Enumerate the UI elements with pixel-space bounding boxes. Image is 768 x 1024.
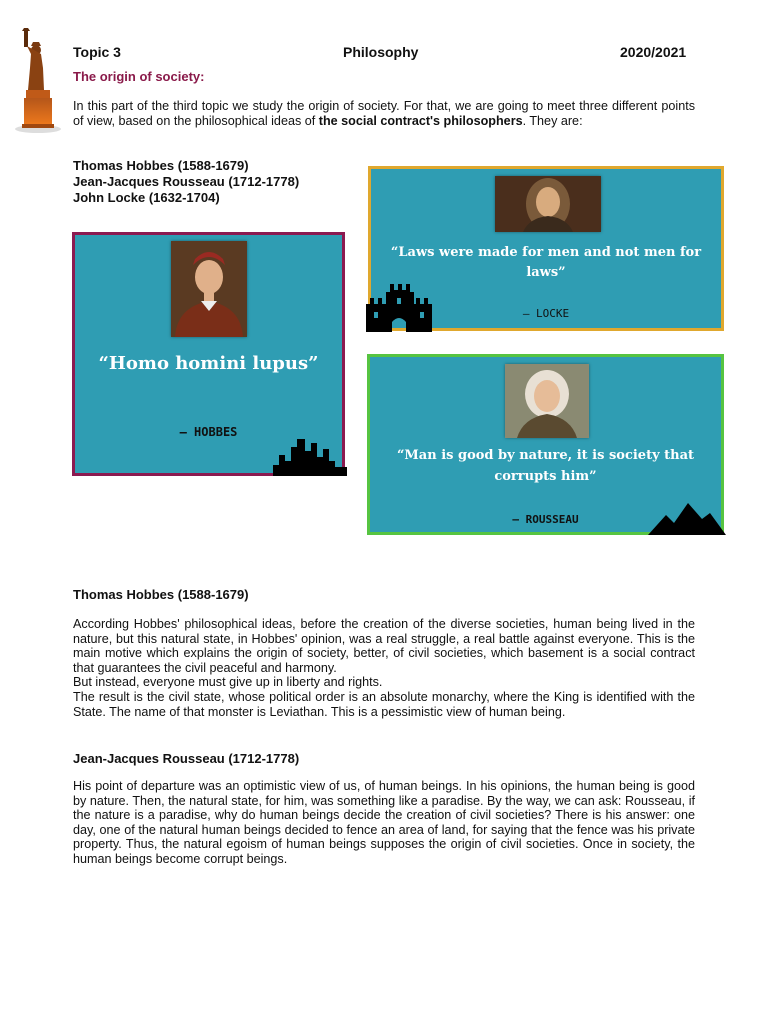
- intro-text: In this part of the third topic we study the origin of society. For that, we are going to meet three different points of view, based on the philosophical ideas of: [73, 99, 695, 128]
- statue-of-liberty-icon: [14, 28, 62, 134]
- topic-label: Topic 3: [73, 44, 121, 60]
- mountains-icon: [648, 501, 726, 535]
- paragraph: According Hobbes' philosophical ideas, before the creation of the diverse societies, human being lived in the nature, but this natural state, in Hobbes' opinion, was a real struggle, a real battle against everyone. This is the main motive which explains the origin of society, better, of civil societies, which basement is a social contract that guarantees the civil peaceful and harmony.: [73, 617, 695, 675]
- castle-icon: [366, 282, 432, 332]
- rousseau-quote-card: [367, 354, 724, 535]
- intro-bold-text: the social contract's philosophers: [318, 113, 523, 128]
- hobbes-quote: “Homo homini lupus”: [98, 353, 319, 374]
- section-subtitle: The origin of society:: [73, 69, 205, 84]
- hobbes-portrait: [171, 241, 247, 337]
- rousseau-section-title: Jean-Jacques Rousseau (1712-1778): [73, 751, 300, 766]
- rousseau-author: – ROUSSEAU: [512, 513, 579, 526]
- rousseau-portrait: [505, 364, 589, 438]
- hobbes-author: – HOBBES: [179, 425, 238, 439]
- locke-portrait: [495, 176, 601, 232]
- year-label: 2020/2021: [620, 44, 687, 60]
- hobbes-quote-card: [72, 232, 345, 476]
- hobbes-section-body: [73, 617, 695, 719]
- paragraph: But instead, everyone must give up in liberty and rights.: [73, 675, 383, 690]
- locke-author: – LOCKE: [522, 307, 570, 320]
- paragraph: His point of departure was an optimistic view of us, of human beings. In his opinions, the human being is good by nature. Then, the natural state, for him, was something like a paradise. By the way, we can ask: Rousseau, if the nature is a paradise, why do human beings decide the creation of civil societies? There is his answer: one day, one of the natural human beings decided to fence an area of land, for saying that the fence was his private property. Thus, the natural egoism of human beings supposes the origin of civil societies. Once in society, the human beings become corrupt beings.: [73, 779, 695, 866]
- intro-text-end: . They are:: [522, 113, 583, 128]
- rousseau-section-body: [73, 779, 695, 867]
- intro-paragraph: [73, 99, 695, 128]
- list-item: Jean-Jacques Rousseau (1712-1778): [73, 174, 300, 189]
- locke-quote: “Laws were made for men and not men for laws”: [390, 245, 702, 280]
- philosopher-list: [73, 158, 299, 206]
- hobbes-section-title: Thomas Hobbes (1588-1679): [73, 587, 249, 602]
- list-item: John Locke (1632-1704): [73, 190, 220, 205]
- city-skyline-icon: [273, 431, 347, 476]
- subject-label: Philosophy: [343, 44, 419, 60]
- list-item: Thomas Hobbes (1588-1679): [73, 158, 249, 173]
- rousseau-quote: “Man is good by nature, it is society that corrupts him”: [396, 448, 695, 484]
- paragraph: The result is the civil state, whose political order is an absolute monarchy, where the King is identified with the State. The name of that monster is Leviathan. This is a pessimistic view of human being.: [73, 689, 695, 719]
